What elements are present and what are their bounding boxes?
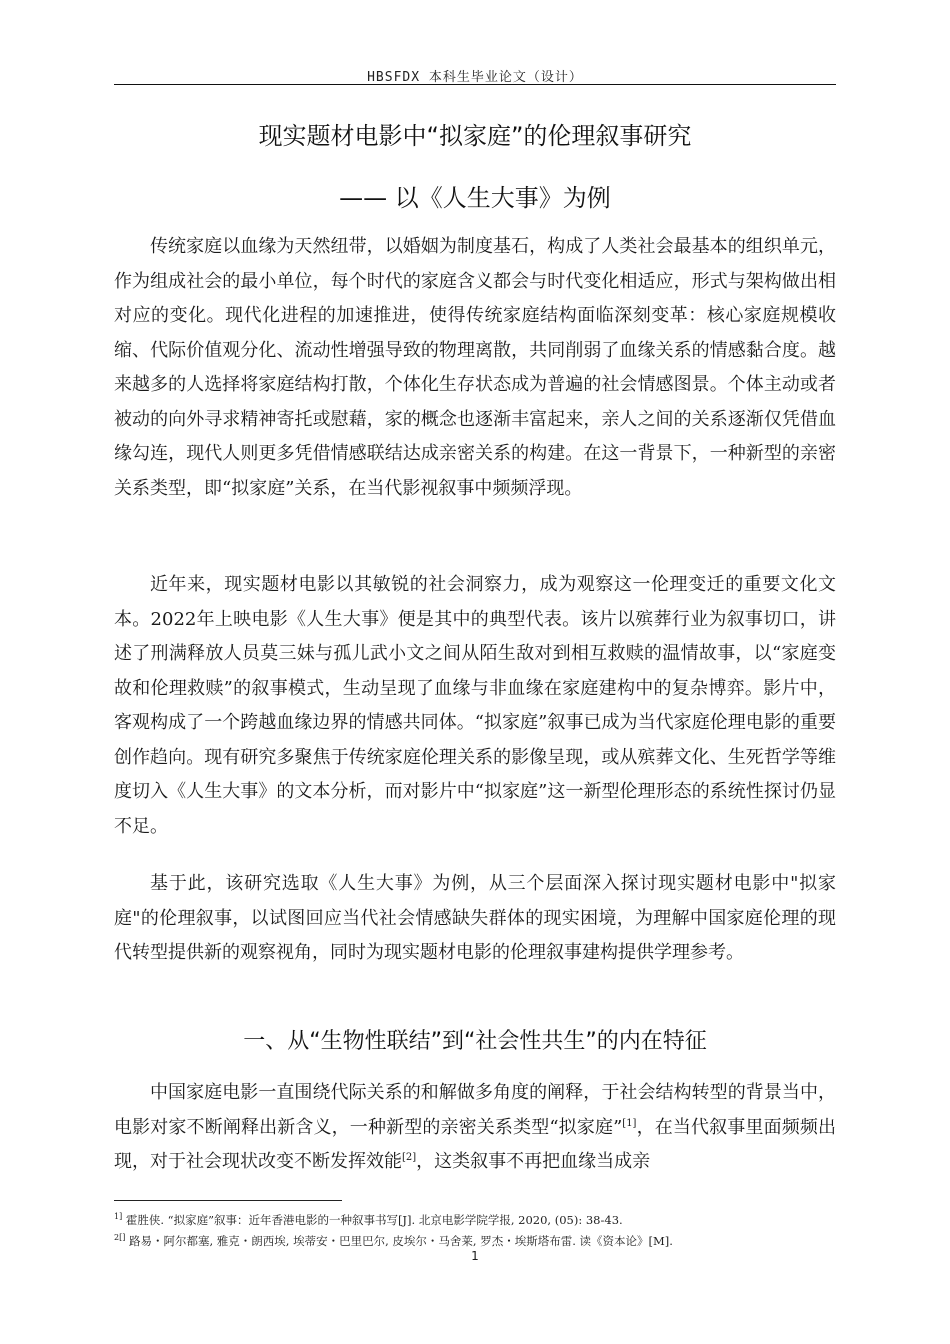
intro-paragraph-1: 传统家庭以血缘为天然纽带，以婚姻为制度基石，构成了人类社会最基本的组织单元，作为组成社会的最小单位，每个时代的家庭含义都会与时代变化相适应，形式与架构做出相对应的变化。现代化进程的加速推进，使得传统家庭结构面临深刻变革：核心家庭规模收缩、代际价值观分化、流动性增强导致的物理离散，共同削弱了血缘关系的情感黏合度。越来越多的人选择将家庭结构打散，个体化生存状态成为普遍的社会情感图景。个体主动或者被动的向外寻求精神寄托或慰藉，家的概念也逐渐丰富起来，亲人之间的关系逐渐仅凭借血缘勾连，现代人则更多凭借情感联结达成亲密关系的构建。在这一背景下，一种新型的亲密关系类型，即“拟家庭”关系，在当代影视叙事中频频浮现。 [114, 236, 836, 499]
section1-paragraph-1 [114, 1076, 836, 1180]
footnote-2-mark: 2[] [114, 1233, 126, 1243]
footnotes [114, 1210, 836, 1252]
page-number: 1 [471, 1249, 479, 1263]
section1-text-c: ，这类叙事不再把血缘当成亲 [416, 1151, 651, 1172]
section1-text-a: 中国家庭电影一直围绕代际关系的和解做多角度的阐释，于社会结构转型的背景当中，电影对家不断阐释出新含义，一种新型的亲密关系类型“拟家庭” [114, 1082, 836, 1138]
footnote-2-text: 路易・阿尔都塞, 雅克・朗西埃, 埃蒂安・巴里巴尔, 皮埃尔・马舍莱, 罗杰・埃斯塔布雷. 读《资本论》[M]. [125, 1234, 673, 1248]
footnote-rule [114, 1200, 342, 1201]
header-rule [114, 84, 836, 85]
citation-1: [1] [622, 1117, 637, 1129]
intro-paragraph-2: 近年来，现实题材电影以其敏锐的社会洞察力，成为观察这一伦理变迁的重要文化文本。2022年上映电影《人生大事》便是其中的典型代表。该片以殡葬行业为叙事切口，讲述了刑满释放人员莫三妹与孤儿武小文之间从陌生敌对到相互救赎的温情故事，以“家庭变故和伦理救赎”的叙事模式，生动呈现了血缘与非血缘在家庭建构中的复杂博弈。影片中，客观构成了一个跨越血缘边界的情感共同体。“拟家庭”叙事已成为当代家庭伦理电影的重要创作趋向。现有研究多聚焦于传统家庭伦理关系的影像呈现，或从殡葬文化、生死哲学等维度切入《人生大事》的文本分析，而对影片中“拟家庭”这一新型伦理形态的系统性探讨仍显不足。 [114, 574, 836, 837]
paper-title: 现实题材电影中“拟家庭”的伦理叙事研究 [258, 122, 692, 150]
citation-2: [2] [402, 1152, 417, 1163]
footnote-1 [114, 1210, 836, 1231]
intro-paragraph-3: 基于此，该研究选取《人生大事》为例，从三个层面深入探讨现实题材电影中"拟家庭"的伦理叙事，以试图回应当代社会情感缺失群体的现实困境，为理解中国家庭伦理的现代转型提供新的观察视角，同时为现实题材电影的伦理叙事建构提供学理参考。 [114, 873, 836, 963]
paper-subtitle: —— 以《人生大事》为例 [339, 184, 611, 212]
section-heading-1: 一、从“生物性联结”到“社会性共生”的内在特征 [243, 1029, 707, 1054]
footnote-1-text: 霍胜侠. “拟家庭”叙事：近年香港电影的一种叙事书写[J]. 北京电影学院学报, 2020, (05): 38-43. [122, 1213, 623, 1227]
footnote-1-mark: 1] [114, 1212, 123, 1222]
section1-text-b: ，在当代叙事里面频频出现，对于社会现状改变不断发挥效能 [114, 1116, 836, 1172]
page-header: HBSFDX 本科生毕业论文（设计） [367, 70, 583, 85]
